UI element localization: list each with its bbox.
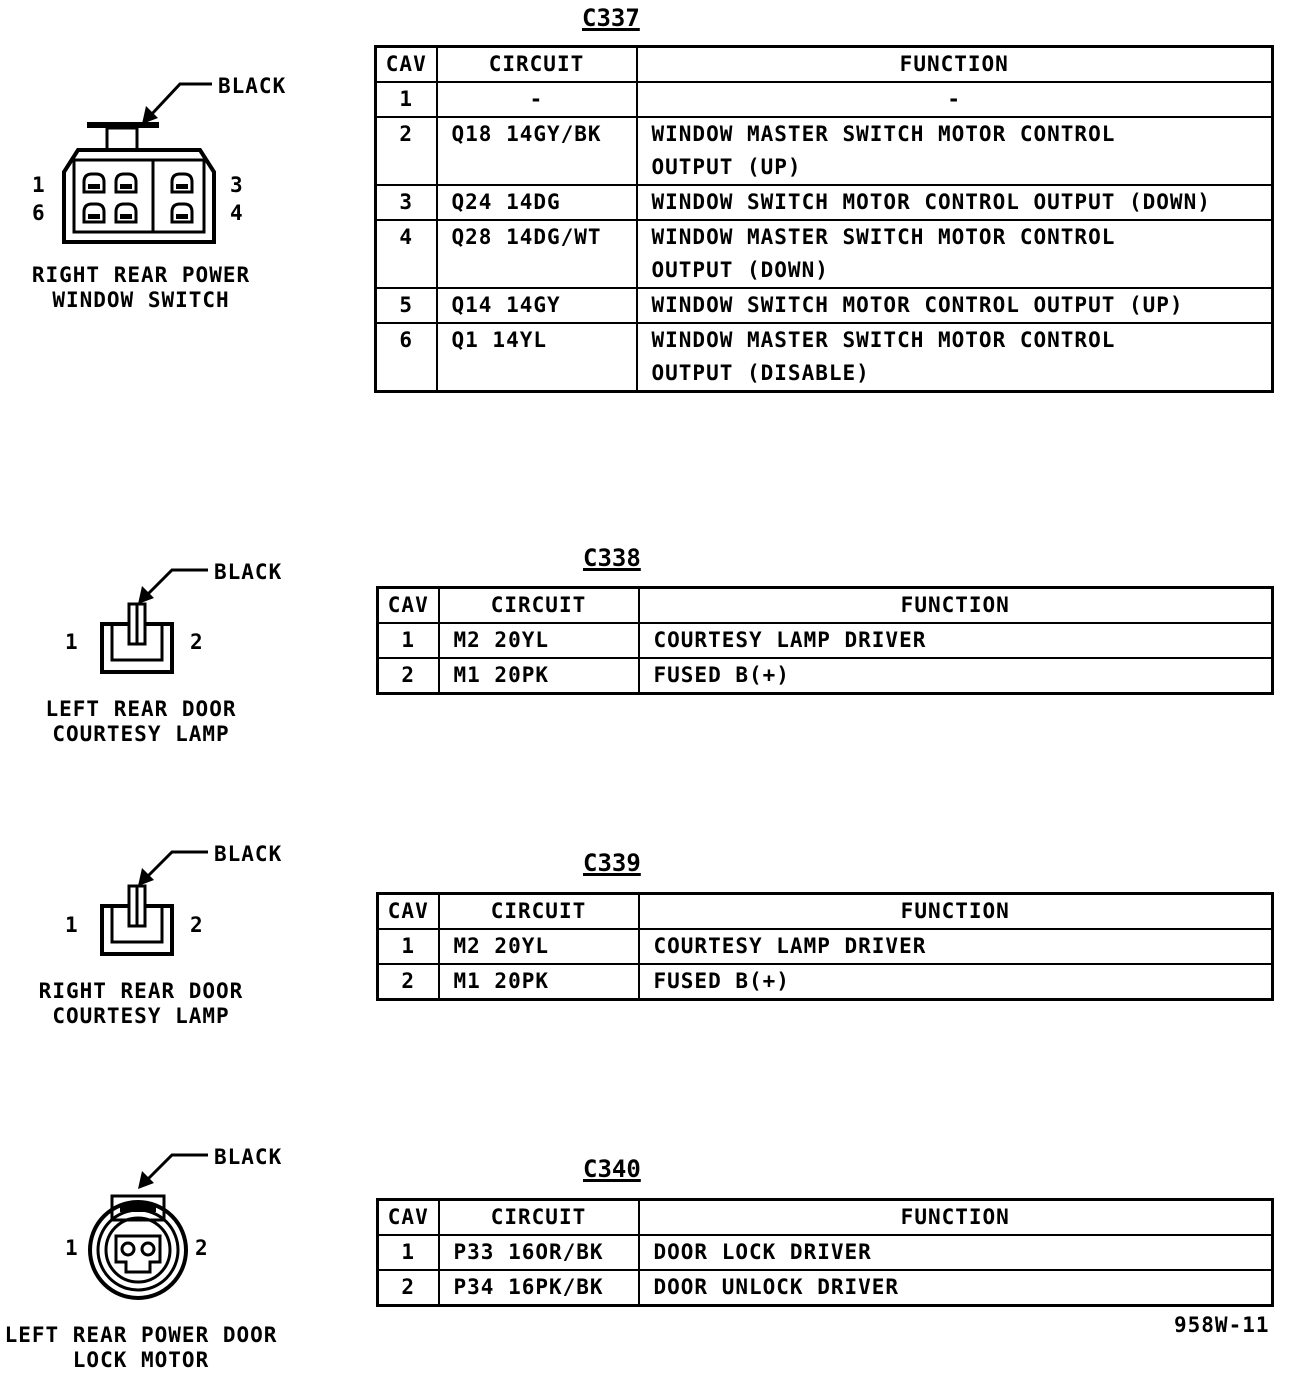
header-circuit: CIRCUIT <box>437 47 637 83</box>
table-header-row <box>378 894 1273 930</box>
header-function: FUNCTION <box>639 1200 1273 1236</box>
connector-title-c337: C337 <box>582 4 640 32</box>
connector-drawing-c340 <box>0 0 300 1320</box>
pin-label: 2 <box>190 913 203 937</box>
function-cell: - <box>637 82 1273 117</box>
pin-label: 3 <box>230 173 243 197</box>
function-line: WINDOW MASTER SWITCH MOTOR CONTROL <box>651 328 1116 352</box>
pin-label: 2 <box>195 1236 208 1260</box>
connector-caption-c337: RIGHT REAR POWER WINDOW SWITCH <box>31 263 251 312</box>
pin-label: 6 <box>32 201 45 225</box>
cav-cell: 2 <box>378 964 439 1000</box>
table-row <box>376 82 1273 117</box>
function-cell: COURTESY LAMP DRIVER <box>639 623 1273 658</box>
circuit-cell: Q1 14YL <box>437 323 637 392</box>
table-header-row <box>376 47 1273 83</box>
circuit-cell: - <box>437 82 637 117</box>
header-cav: CAV <box>376 47 437 83</box>
figure-id: 958W-11 <box>1174 1313 1270 1337</box>
function-cell: DOOR LOCK DRIVER <box>639 1235 1273 1270</box>
table-row <box>378 623 1273 658</box>
circuit-cell: M2 20YL <box>439 929 639 964</box>
function-cell: COURTESY LAMP DRIVER <box>639 929 1273 964</box>
connector-caption-c338: LEFT REAR DOOR COURTESY LAMP <box>45 697 237 746</box>
pin-label: 1 <box>65 1236 78 1260</box>
pinout-table-c339 <box>376 892 1274 1001</box>
cav-cell: 2 <box>378 1270 439 1306</box>
cav-cell: 1 <box>378 623 439 658</box>
function-cell <box>637 117 1273 185</box>
header-function: FUNCTION <box>639 588 1273 624</box>
cav-cell: 4 <box>376 220 437 288</box>
cav-cell: 5 <box>376 288 437 323</box>
pin-label: 1 <box>65 630 78 654</box>
function-cell: WINDOW SWITCH MOTOR CONTROL OUTPUT (UP) <box>637 288 1273 323</box>
table-row <box>378 658 1273 694</box>
table-row <box>376 185 1273 220</box>
table-row <box>376 288 1273 323</box>
circuit-cell: M1 20PK <box>439 964 639 1000</box>
function-line: OUTPUT (UP) <box>651 155 802 179</box>
header-cav: CAV <box>378 588 439 624</box>
pin-label: 4 <box>230 201 243 225</box>
table-header-row <box>378 588 1273 624</box>
circuit-cell: M1 20PK <box>439 658 639 694</box>
connector-title-c339: C339 <box>583 849 641 877</box>
pinout-table-c340 <box>376 1198 1274 1307</box>
connector-color-label-c338: BLACK <box>214 560 283 584</box>
circuit-cell: Q18 14GY/BK <box>437 117 637 185</box>
connector-title-c338: C338 <box>583 544 641 572</box>
table-row <box>378 1235 1273 1270</box>
connector-color-label-c340: BLACK <box>214 1145 283 1169</box>
function-line: WINDOW MASTER SWITCH MOTOR CONTROL <box>651 122 1116 146</box>
header-cav: CAV <box>378 894 439 930</box>
pin-label: 2 <box>190 630 203 654</box>
connector-color-label-c337: BLACK <box>218 74 287 98</box>
cav-cell: 1 <box>376 82 437 117</box>
connector-color-label-c339: BLACK <box>214 842 283 866</box>
header-cav: CAV <box>378 1200 439 1236</box>
circuit-cell: Q24 14DG <box>437 185 637 220</box>
header-function: FUNCTION <box>637 47 1273 83</box>
function-cell: WINDOW SWITCH MOTOR CONTROL OUTPUT (DOWN) <box>637 185 1273 220</box>
cav-cell: 1 <box>378 929 439 964</box>
connector-caption-c340: LEFT REAR POWER DOOR LOCK MOTOR <box>4 1323 278 1372</box>
function-line: OUTPUT (DOWN) <box>651 258 829 282</box>
cav-cell: 2 <box>376 117 437 185</box>
function-line: WINDOW MASTER SWITCH MOTOR CONTROL <box>651 225 1116 249</box>
table-row <box>378 929 1273 964</box>
function-cell <box>637 220 1273 288</box>
function-line: OUTPUT (DISABLE) <box>651 361 870 385</box>
table-header-row <box>378 1200 1273 1236</box>
function-cell: FUSED B(+) <box>639 964 1273 1000</box>
cav-cell: 2 <box>378 658 439 694</box>
header-circuit: CIRCUIT <box>439 1200 639 1236</box>
cav-cell: 6 <box>376 323 437 392</box>
header-circuit: CIRCUIT <box>439 588 639 624</box>
connector-caption-c339: RIGHT REAR DOOR COURTESY LAMP <box>38 979 244 1028</box>
circuit-cell: Q28 14DG/WT <box>437 220 637 288</box>
pinout-table-c337 <box>374 45 1274 393</box>
table-row <box>376 323 1273 392</box>
table-row <box>376 117 1273 185</box>
table-row <box>376 220 1273 288</box>
header-circuit: CIRCUIT <box>439 894 639 930</box>
circuit-cell: M2 20YL <box>439 623 639 658</box>
function-cell <box>637 323 1273 392</box>
table-row <box>378 964 1273 1000</box>
header-function: FUNCTION <box>639 894 1273 930</box>
cav-cell: 1 <box>378 1235 439 1270</box>
function-cell: FUSED B(+) <box>639 658 1273 694</box>
pinout-table-c338 <box>376 586 1274 695</box>
cav-cell: 3 <box>376 185 437 220</box>
circuit-cell: P33 16OR/BK <box>439 1235 639 1270</box>
pin-label: 1 <box>32 173 45 197</box>
circuit-cell: Q14 14GY <box>437 288 637 323</box>
connector-title-c340: C340 <box>583 1155 641 1183</box>
table-row <box>378 1270 1273 1306</box>
circuit-cell: P34 16PK/BK <box>439 1270 639 1306</box>
pin-label: 1 <box>65 913 78 937</box>
function-cell: DOOR UNLOCK DRIVER <box>639 1270 1273 1306</box>
